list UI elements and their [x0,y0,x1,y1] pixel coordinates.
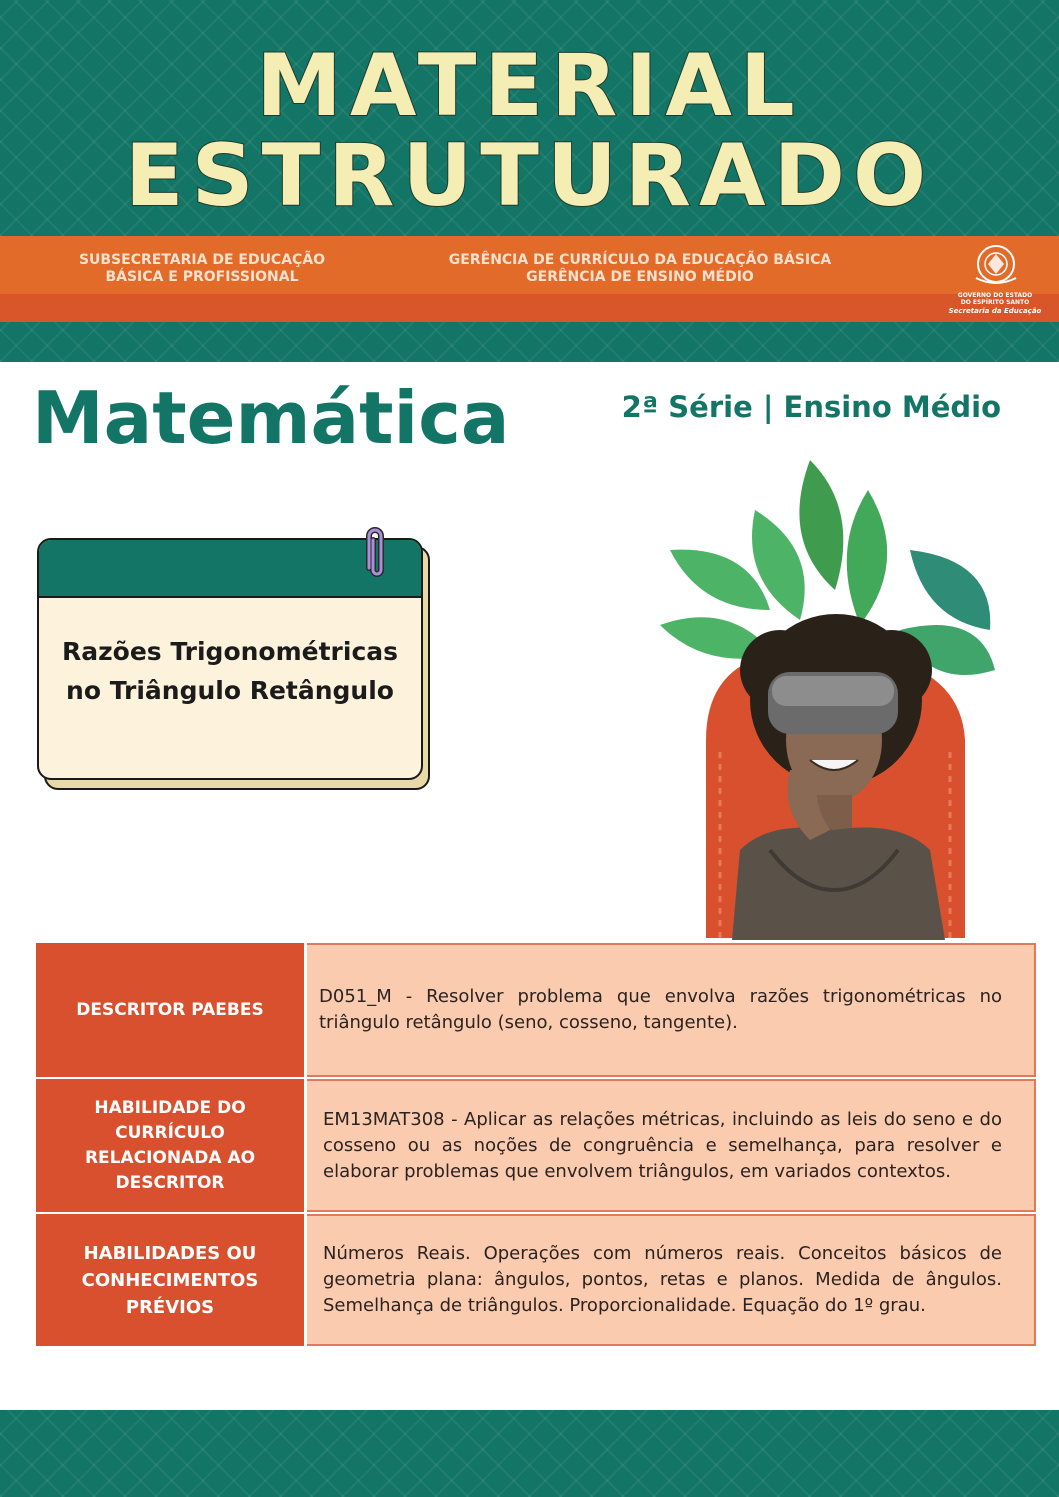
paperclip-icon [360,524,390,580]
header-title-line2: ESTRUTURADO [124,126,935,226]
header-banner [0,0,1059,362]
row-value-conhecimentos: Números Reais. Operações com números reais. Conceitos básicos de geometria plana: ângulos, pontos, retas e planos. Medida de ângulos. Semelhança de triângulos. Proporcionalidade. Equação do 1º grau. [307,1214,1036,1346]
student-vr-illustration [660,450,1000,940]
header-title-line1: MATERIAL [256,36,803,136]
subsecretaria-label: SUBSECRETARIA DE EDUCAÇÃO BÁSICA E PROFISSIONAL [78,252,326,285]
header-pattern-bottom [0,322,1059,362]
row-value-habilidade: EM13MAT308 - Aplicar as relações métricas, incluindo as leis do seno e do cosseno ou as noções de congruência e semelhança, para resolver e elaborar problemas que envolvem triângulos, em variados contextos. [307,1079,1036,1212]
subject-title: Matemática [32,376,510,460]
info-table [36,943,1036,1346]
footer-pattern [0,1410,1059,1497]
row-value-descritor: D051_M - Resolver problema que envolva razões trigonométricas no triângulo retângulo (seno, cosseno, tangente). [307,943,1036,1077]
table-row [36,943,1036,1077]
row-label-habilidade: HABILIDADE DO CURRÍCULO RELACIONADA AO DESCRITOR [36,1079,304,1212]
gerencia-label: GERÊNCIA DE CURRÍCULO DA EDUCAÇÃO BÁSICA GERÊNCIA DE ENSINO MÉDIO [448,252,832,285]
table-row [36,1079,1036,1212]
row-label-descritor: DESCRITOR PAEBES [36,943,304,1077]
grade-label: 2ª Série | Ensino Médio [621,390,1001,424]
seal-caption: GOVERNO DO ESTADO DO ESPÍRITO SANTO Secretaria da Educação [948,292,1042,315]
row-label-conhecimentos: HABILIDADES OU CONHECIMENTOS PRÉVIOS [36,1214,304,1346]
table-row [36,1214,1036,1346]
topic-title: Razões Trigonométricas no Triângulo Retângulo [61,637,399,705]
